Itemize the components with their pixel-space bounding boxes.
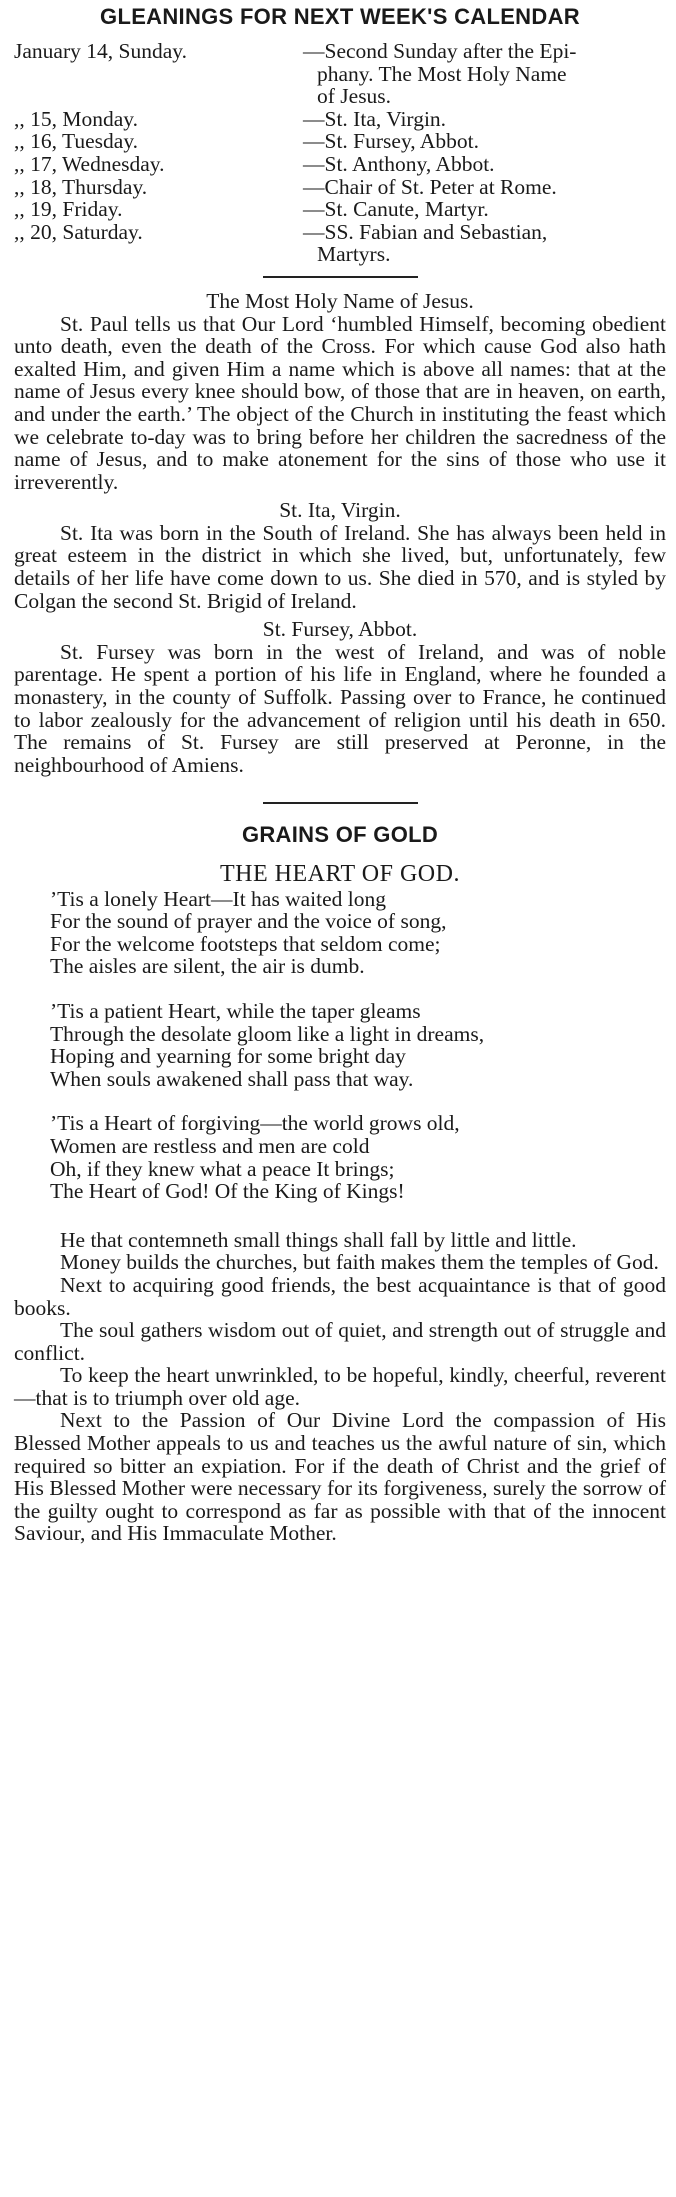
feast-section — [14, 499, 666, 612]
thoughts-list — [14, 1229, 666, 1545]
section-divider — [263, 276, 418, 278]
calendar-description-line: phany. The Most Holy Name — [317, 61, 567, 86]
thought-paragraph: Money builds the churches, but faith makes them the temples of God. — [60, 1250, 659, 1275]
calendar-description: —Chair of St. Peter at Rome. — [303, 174, 557, 199]
feast-body: St. Ita was born in the South of Ireland. She has always been held in great esteem in the district in which she lived, but, unfortunately, few details of her life have come down to us. She died in 570, and is styled by Colgan the second St. Brigid of Ireland. — [14, 520, 666, 613]
poem-line: The Heart of God! Of the King of Kings! — [50, 1179, 405, 1204]
poem-line: ’Tis a lonely Heart—It has waited long — [50, 886, 386, 911]
calendar-entry — [14, 130, 666, 153]
poem-stanza — [50, 888, 666, 978]
poem-line: Oh, if they knew what a peace It brings; — [50, 1156, 395, 1181]
feast-body: St. Fursey was born in the west of Ireland, and was of noble parentage. He spent a portion of his life in England, where he founded a monastery, in the county of Suffolk. Passing over to France, he continued to labor zealously for the advancement of religion until his death in 650. The remains of St. Fursey are still preserved at Peronne, in the neighbourhood of Amiens. — [14, 639, 666, 777]
feast-section — [14, 618, 666, 776]
feast-title: St. Ita, Virgin. — [279, 498, 401, 523]
poem-line: For the welcome footsteps that seldom come; — [50, 931, 441, 956]
thought-paragraph: He that contemneth small things shall fall by little and little. — [60, 1227, 577, 1252]
calendar-date: ,, 17, Wednesday. — [14, 151, 165, 176]
poem-line: The aisles are silent, the air is dumb. — [50, 954, 365, 979]
feast-title: The Most Holy Name of Jesus. — [206, 288, 474, 313]
poem-line: For the sound of prayer and the voice of song, — [50, 909, 447, 934]
poem-line: When souls awakened shall pass that way. — [50, 1066, 414, 1091]
poem-line: Women are restless and men are cold — [50, 1133, 370, 1158]
poem-line: Hoping and yearning for some bright day — [50, 1044, 406, 1069]
calendar-description-line: Martyrs. — [317, 242, 391, 267]
calendar-date: ,, 19, Friday. — [14, 197, 123, 222]
calendar-description: —St. Ita, Virgin. — [303, 106, 447, 131]
calendar-description: —St. Canute, Martyr. — [303, 197, 489, 222]
poem-stanza — [50, 1112, 666, 1202]
poem-line: ’Tis a Heart of forgiving—the world grows old, — [50, 1111, 460, 1136]
calendar-description-line: —Second Sunday after the Epi- — [303, 39, 577, 63]
feast-title: St. Fursey, Abbot. — [262, 617, 418, 642]
calendar-description-line: of Jesus. — [317, 84, 392, 109]
calendar-entry — [14, 221, 666, 266]
calendar-date: ,, 15, Monday. — [14, 106, 139, 131]
thought-paragraph: Next to acquiring good friends, the best acquaintance is that of good books. — [14, 1272, 666, 1320]
feast-body: St. Paul tells us that Our Lord ‘humbled Himself, becoming obedient unto death, even the death of the Cross. For which cause God also hath exalted Him, and given Him a name which is above all names: that at the name of Jesus every knee should bow, of those that are in heaven, on earth, and under the earth.’ The object of the Church in instituting the feast which we celebrate to-day was to bring before her children the sacredness of the name of Jesus, and to make atonement for the sins of those who use it irreverently. — [14, 311, 666, 494]
thought-paragraph: Next to the Passion of Our Divine Lord the compassion of His Blessed Mother appeals to us and teaches us the awful nature of sin, which required so bitter an expiation. For if the death of Christ and the grief of His Blessed Mother were necessary for its forgiveness, surely the sorrow of the guilty ought to correspond as far as possible with that of the innocent Saviour, and His Immaculate Mother. — [14, 1408, 666, 1546]
calendar-entry — [14, 176, 666, 199]
calendar-date: ,, 20, Saturday. — [14, 219, 143, 244]
poem-line: Through the desolate gloom like a light in dreams, — [50, 1021, 485, 1046]
section-divider — [263, 802, 418, 804]
poem-line: ’Tis a patient Heart, while the taper gleams — [50, 998, 421, 1023]
calendar-description — [303, 40, 666, 108]
thought-paragraph: To keep the heart unwrinkled, to be hopeful, kindly, cheerful, reverent—that is to triumph over old age. — [14, 1363, 666, 1410]
calendar-heading: GLEANINGS FOR NEXT WEEK'S CALENDAR — [100, 4, 580, 29]
calendar-description: —St. Fursey, Abbot. — [303, 129, 479, 154]
calendar-entry — [14, 108, 666, 131]
calendar-date: ,, 16, Tuesday. — [14, 129, 139, 154]
poem-title: THE HEART OF GOD. — [220, 861, 460, 887]
poem-stanza — [50, 1000, 666, 1090]
thought-paragraph: The soul gathers wisdom out of quiet, and strength out of struggle and conflict. — [14, 1318, 666, 1365]
calendar-date: January 14, Sunday. — [14, 39, 187, 63]
feast-section — [14, 290, 666, 493]
calendar-entry — [14, 153, 666, 176]
calendar-entry — [14, 198, 666, 221]
calendar-description: —St. Anthony, Abbot. — [303, 151, 495, 176]
calendar-description — [303, 221, 666, 266]
poem — [50, 888, 666, 1203]
calendar-date: ,, 18, Thursday. — [14, 174, 148, 199]
calendar-list — [14, 40, 666, 266]
calendar-entry — [14, 40, 666, 108]
grains-heading: GRAINS OF GOLD — [241, 822, 439, 848]
calendar-description-line: —SS. Fabian and Sebastian, — [303, 219, 548, 244]
